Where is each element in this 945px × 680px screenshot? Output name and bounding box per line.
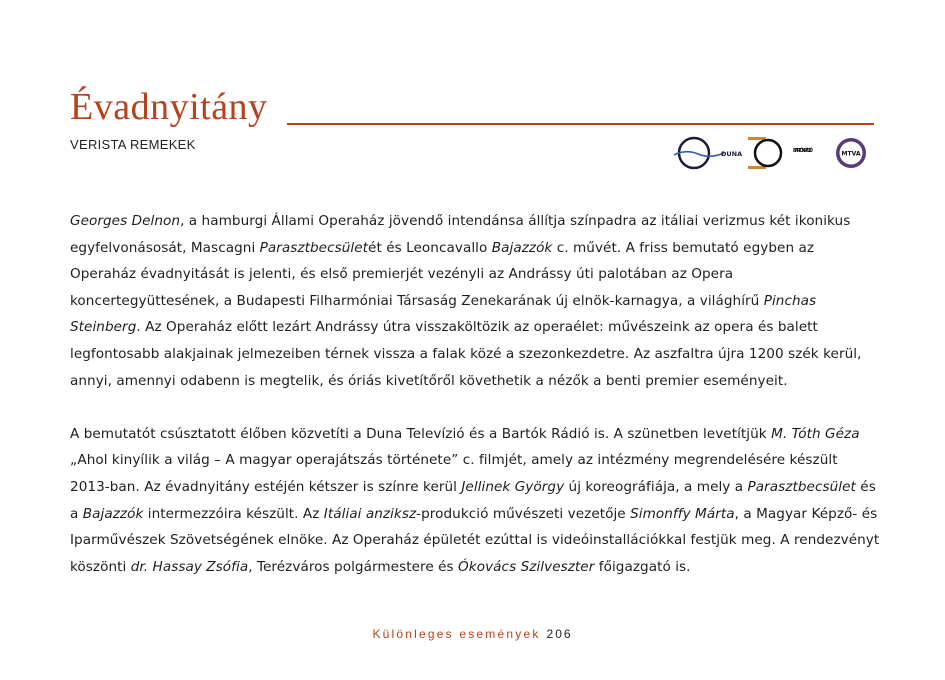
- paragraph-2: [70, 421, 880, 581]
- page-footer: [0, 627, 945, 641]
- emphasized-name: Parasztbecsület: [747, 478, 856, 495]
- paragraph-1: [70, 208, 880, 394]
- text-run: és a: [70, 478, 876, 522]
- emphasized-name: Ókovács Szilveszter: [458, 558, 595, 575]
- emphasized-name: Itáliai anziksz: [323, 505, 417, 522]
- page-number: 206: [546, 627, 573, 641]
- text-run: -produkció művészeti vezetője: [416, 505, 631, 522]
- mtva-logo: [836, 138, 866, 168]
- emphasized-name: M. Tóth Géza: [771, 425, 860, 442]
- bartok-logo-text: BARTÓK RÁDIÓ: [793, 149, 813, 154]
- text-run: ét és Leoncavallo: [368, 239, 492, 256]
- emphasized-name: Jellinek György: [461, 478, 565, 495]
- text-run: . Az Operaház előtt lezárt Andrássy útra visszaköltözik az operaélet: művészeink az opera és balett legfontosabb alakjainak jelmezeiben térnek vissza a falak közé a szezonkezdetre. Az aszfaltra újra 1200 szék kerül, annyi, amennyi odabenn is megtelik, és óriás kivetítőről követhetik a nézők a benti premier eseményeit.: [70, 319, 862, 389]
- emphasized-name: Pinchas Steinberg: [70, 292, 817, 336]
- emphasized-name: Georges Delnon: [70, 213, 181, 229]
- sponsor-logos: [672, 136, 872, 170]
- duna-logo: [674, 138, 742, 168]
- article-body: [70, 208, 880, 580]
- text-run: , Terézváros polgármestere és: [248, 558, 459, 575]
- text-run: c. művét. A friss bemutató egyben az Operaház évadnyitását is jelenti, és első premierjét vezényli az Andrássy úti palotában az Opera koncertegyüttesének, a Budapesti Filharmóniai Társaság Zenekarának új elnök-karnagya, a világhírű: [70, 239, 815, 309]
- text-run: , a hamburgi Állami Operaház jövendő intendánsa állítja színpadra az itáliai verizmus két ikonikus egyfelvonásosát, Mascagni: [70, 213, 851, 256]
- page-subtitle: VERISTA REMEKEK: [70, 137, 196, 152]
- text-run: intermezzóira készült. Az: [143, 505, 324, 522]
- text-run: főigazgató is.: [594, 558, 691, 575]
- emphasized-name: Parasztbecsület: [259, 239, 369, 256]
- title-rule: [287, 123, 874, 125]
- text-run: „Ahol kinyílik a világ – A magyar operajátszás története” c. filmjét, amely az intézmény megrendelésére készült 2013-ban. Az évadnyitány estéjén kétszer is színre kerül: [70, 452, 838, 495]
- text-run: A bemutatót csúsztatott élőben közvetíti a Duna Televízió és a Bartók Rádió is. A szünetben levetítjük: [70, 425, 772, 442]
- footer-section-title: Különleges események: [372, 627, 541, 641]
- emphasized-name: Simonffy Márta: [630, 505, 735, 522]
- duna-logo-text: DUNA: [721, 150, 743, 158]
- page-title: Évadnyitány: [70, 86, 268, 128]
- text-run: , a Magyar Képző- és Iparművészek Szövetségének elnöke. Az Operaház épületét ezúttal is videóinstallációkkal festjük meg. A rendezvényt köszönti: [70, 505, 880, 575]
- emphasized-name: dr. Hassay Zsófia: [130, 558, 249, 575]
- text-run: új koreográfiája, a mely a: [564, 478, 748, 495]
- emphasized-name: Bajazzók: [491, 239, 553, 256]
- mtva-logo-text: MTVA: [841, 150, 861, 158]
- bartok-logo: [748, 137, 813, 169]
- emphasized-name: Bajazzók: [82, 505, 144, 522]
